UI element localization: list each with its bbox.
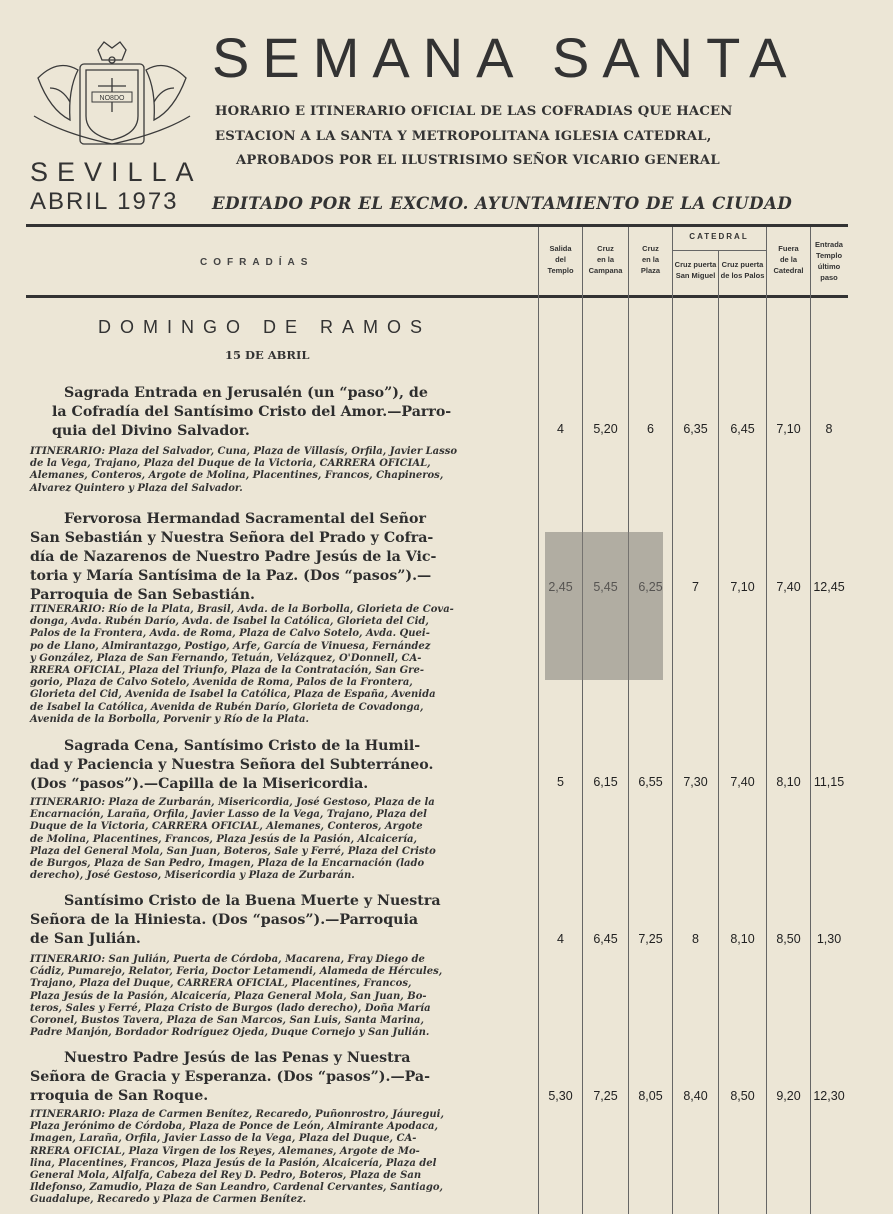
time-salida: 4 xyxy=(557,422,564,436)
col-divider xyxy=(582,227,583,1214)
brotherhood-title: Sagrada Entrada en Jerusalén (un “paso”), de la Cofradía del Santísimo Cristo del Amor.—Parro- quia del Divino Salvador. xyxy=(52,385,452,439)
column-header-catedral: CATEDRAL xyxy=(689,232,749,241)
subtitle-line-3: APROBADOS POR EL ILUSTRISIMO SEÑOR VICARIO GENERAL xyxy=(236,153,720,168)
time-campana: 7,25 xyxy=(593,1089,618,1103)
time-plaza: 6 xyxy=(647,422,654,436)
table-header-rule xyxy=(26,295,848,298)
subtitle-line-1: HORARIO E ITINERARIO OFICIAL DE LAS COFRADIAS QUE HACEN xyxy=(215,104,733,119)
times-row xyxy=(0,1089,893,1105)
time-san-miguel: 7,30 xyxy=(683,775,708,789)
time-fuera: 7,10 xyxy=(776,422,801,436)
time-campana: 6,15 xyxy=(593,775,618,789)
brotherhood-itinerary: ITINERARIO: Plaza del Salvador, Cuna, Plaza de Villasís, Orfila, Javier Lasso de la Vega, Trajano, Plaza del Duque de la Victoria, CARRERA OFICIAL, Alemanes, Conteros, Argote de Molina, Placentines, Francos, Chapineros, Alvarez Quintero y Plaza del Salvador. xyxy=(30,446,458,494)
column-header-fuera: Fuera de la Catedral xyxy=(773,244,804,275)
col-divider xyxy=(718,251,719,1214)
column-header-plaza: Cruz en la Plaza xyxy=(640,244,661,275)
svg-text:NO8DO: NO8DO xyxy=(99,95,125,102)
time-palos: 7,10 xyxy=(730,580,755,594)
time-salida: 5,30 xyxy=(548,1089,573,1103)
time-san-miguel: 7 xyxy=(692,580,699,594)
brotherhood-itinerary: ITINERARIO: Plaza de Zurbarán, Misericordia, José Gestoso, Plaza de la Encarnación, Laraña, Orfila, Javier Lasso de la Vega, Trajano, Plaza del Duque de la Victoria, CARRERA OFICIAL, Alemanes, Conteros, Argote de Molina, Placentines, Francos, Plaza Jesús de la Pasión, Alcaicería, Plaza del General Mola, San Juan, Boteros, Sale y Ferré, Plaza del Cristo de Burgos, Plaza de San Pedro, Imagen, Plaza de la Encarnación (lado derecho), José Gestoso, Misericordia y Plaza de Zurbarán. xyxy=(30,797,436,882)
time-plaza: 8,05 xyxy=(638,1089,663,1103)
time-palos: 7,40 xyxy=(730,775,755,789)
times-row xyxy=(0,932,893,948)
column-header-cofradias: COFRADÍAS xyxy=(200,257,314,268)
time-plaza: 7,25 xyxy=(638,932,663,946)
time-fuera: 8,10 xyxy=(776,775,801,789)
time-fuera: 8,50 xyxy=(776,932,801,946)
time-salida: 4 xyxy=(557,932,564,946)
time-san-miguel: 8,40 xyxy=(683,1089,708,1103)
brotherhood-title: Nuestro Padre Jesús de las Penas y Nuestra Señora de Gracia y Esperanza. (Dos “pasos”).—Pa- rroquia de San Roque. xyxy=(30,1050,431,1104)
time-palos: 8,10 xyxy=(730,932,755,946)
column-header-entrada: Entrada Templo último paso xyxy=(815,240,843,282)
time-palos: 6,45 xyxy=(730,422,755,436)
brotherhood-itinerary: ITINERARIO: Río de la Plata, Brasil, Avda. de la Borbolla, Glorieta de Cova- donga, Avda. Rubén Darío, Avda. de Isabel la Católica, Glorieta del Cid, Palos de la Frontera, Avda. de Roma, Plaza de Calvo Sotelo, Avda. Quei- po de Llano, Almirantazgo, Postigo, Arfe, García de Vinuesa, Fernández y González, Plaza de San Fernando, Tetuán, Velázquez, O'Donnell, CA- RRERA OFICIAL, Plaza del Triunfo, Plaza de la Contratación, San Gre- gorio, Plaza de Calvo Sotelo, Avenida de Roma, Palos de la Frontera, Glorieta del Cid, Avenida de Isabel la Católica, Plaza de España, Avenida de Isabel la Católica, Avenida de Rubén Darío, Glorieta de Covadonga, Avenida de la Borbolla, Porvenir y Río de la Plata. xyxy=(30,604,454,725)
column-header-palos: Cruz puerta de los Palos xyxy=(720,260,765,280)
times-row xyxy=(0,580,893,596)
col-divider xyxy=(810,227,811,1214)
column-header-san-miguel: Cruz puerta San Miguel xyxy=(674,260,717,280)
col-divider xyxy=(538,227,539,1214)
city-coat-of-arms-icon xyxy=(28,38,196,150)
time-campana: 6,45 xyxy=(593,932,618,946)
times-row xyxy=(0,422,893,438)
time-san-miguel: 6,35 xyxy=(683,422,708,436)
time-salida: 5 xyxy=(557,775,564,789)
times-row xyxy=(0,775,893,791)
time-fuera: 9,20 xyxy=(776,1089,801,1103)
time-entrada: 11,15 xyxy=(813,775,845,789)
brotherhood-title: Fervorosa Hermandad Sacramental del Señor San Sebastián y Nuestra Señora del Prado y Cofra- día de Nazarenos de Nuestro Padre Jesús de la Vic- toria y María Santísima de la Paz. (Dos “pasos”).— Parroquia de San Sebastián. xyxy=(30,511,437,603)
brotherhood-itinerary: ITINERARIO: San Julián, Puerta de Córdoba, Macarena, Fray Diego de Cádiz, Pumarejo, Relator, Feria, Doctor Letamendi, Alameda de Hércules, Trajano, Plaza del Duque, CARRERA OFICIAL, Placentines, Francos, Plaza Jesús de la Pasión, Alcaicería, Plaza General Mola, San Juan, Bo- teros, Sales y Ferré, Plaza Cristo de Burgos (lado derecho), Doña María Coronel, Bustos Tavera, Plaza de San Marcos, San Luis, Santa Marina, Padre Manjón, Bordador Rodríguez Ojeda, Duque Cornejo y San Julián. xyxy=(30,954,443,1039)
page-title: SEMANA SANTA xyxy=(212,26,800,89)
time-entrada: 8 xyxy=(825,422,833,436)
time-plaza: 6,55 xyxy=(638,775,663,789)
subtitle-line-2: ESTACION A LA SANTA Y METROPOLITANA IGLESIA CATEDRAL, xyxy=(215,129,712,144)
edition-date: ABRIL 1973 xyxy=(30,188,179,215)
catedral-rule xyxy=(672,250,766,251)
city-name: SEVILLA xyxy=(30,157,203,187)
time-entrada: 12,45 xyxy=(813,580,845,594)
publisher-line: EDITADO POR EL EXCMO. AYUNTAMIENTO DE LA CIUDAD xyxy=(212,193,793,213)
brotherhood-title: Santísimo Cristo de la Buena Muerte y Nuestra Señora de la Hiniesta. (Dos “pasos”).—Parroquia de San Julián. xyxy=(30,893,441,947)
column-header-salida: Salida del Templo xyxy=(547,244,574,275)
time-entrada: 1,30 xyxy=(816,932,842,946)
header-rule xyxy=(26,224,848,227)
column-header-campana: Cruz en la Campana xyxy=(588,244,623,275)
brotherhood-title: Sagrada Cena, Santísimo Cristo de la Humil- dad y Paciencia y Nuestra Señora del Subterráneo. (Dos “pasos”).—Capilla de la Misericordia. xyxy=(30,738,434,792)
col-divider xyxy=(672,227,673,1214)
day-heading: DOMINGO DE RAMOS xyxy=(98,317,432,337)
time-entrada: 12,30 xyxy=(813,1089,845,1103)
time-campana: 5,20 xyxy=(593,422,618,436)
col-divider xyxy=(766,227,767,1214)
day-date: 15 DE ABRIL xyxy=(225,348,310,362)
watermark-block xyxy=(545,532,663,680)
time-san-miguel: 8 xyxy=(692,932,699,946)
time-palos: 8,50 xyxy=(730,1089,755,1103)
time-fuera: 7,40 xyxy=(776,580,801,594)
col-divider xyxy=(628,227,629,1214)
brotherhood-itinerary: ITINERARIO: Plaza de Carmen Benítez, Recaredo, Puñonrostro, Jáuregui, Plaza Jerónimo de Córdoba, Plaza de Ponce de León, Almirante Apodaca, Imagen, Laraña, Orfila, Javier Lasso de la Vega, Plaza del Duque, CA- RRERA OFICIAL, Plaza Virgen de los Reyes, Alemanes, Argote de Mo- lina, Placentines, Francos, Plaza Jesús de la Pasión, Alcaicería, Plaza del General Mola, Alfalfa, Cabeza del Rey D. Pedro, Boteros, Plaza de San Ildefonso, Zamudio, Plaza de San Leandro, Cardenal Cervantes, Santiago, Guadalupe, Recaredo y Plaza de Carmen Benítez. xyxy=(30,1109,444,1206)
